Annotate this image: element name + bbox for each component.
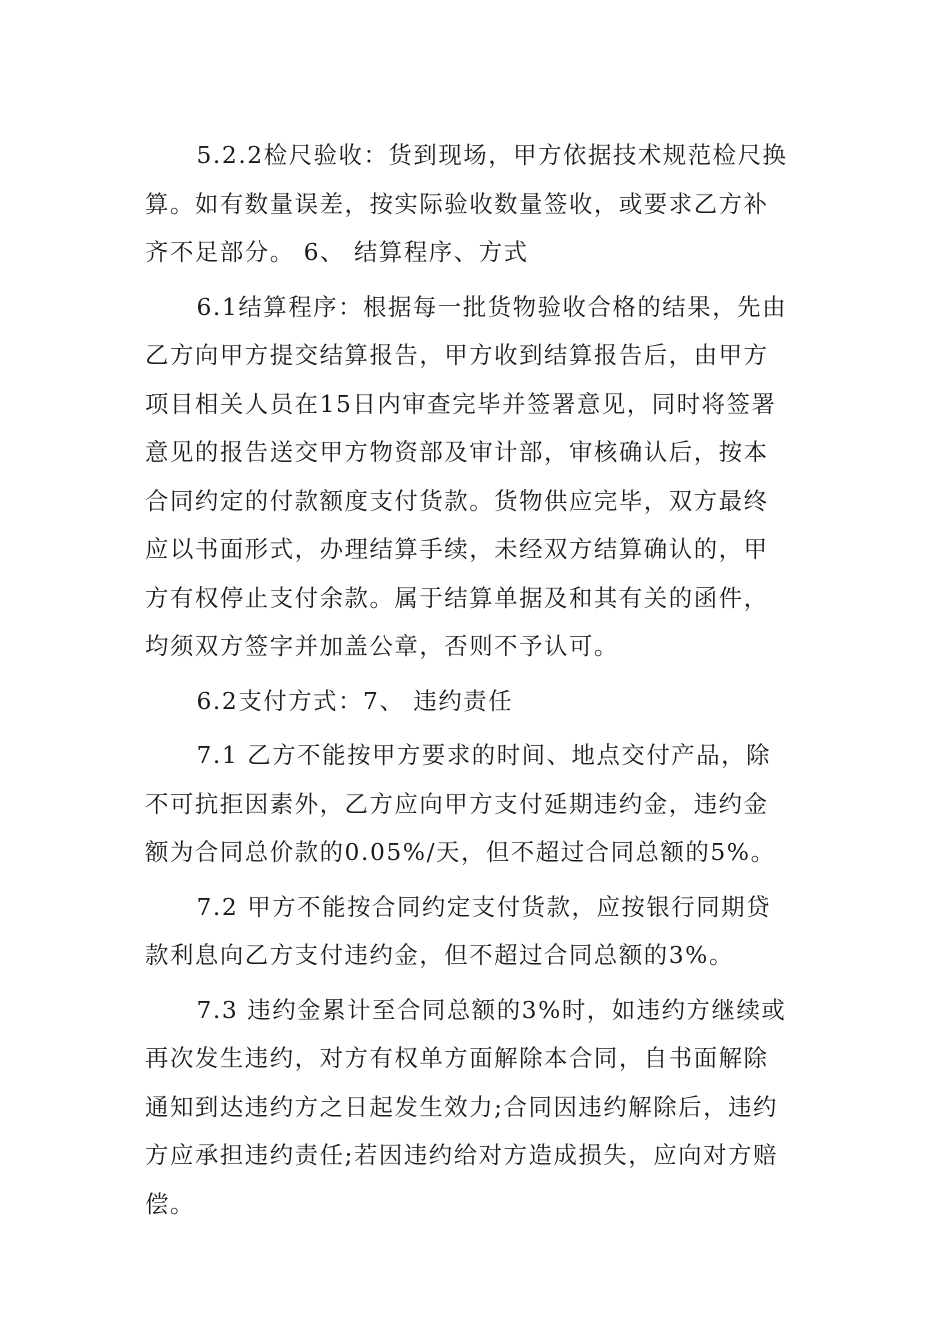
text-line: 款利息向乙方支付违约金，但不超过合同总额的3%。 bbox=[145, 941, 734, 969]
paragraph-6-1 bbox=[145, 283, 809, 671]
text-line: 7.2 甲方不能按合同约定支付货款，应按银行同期贷 bbox=[196, 892, 772, 921]
text-line: 方有权停止支付余款。属于结算单据及和其有关的函件， bbox=[145, 583, 769, 612]
text-line: 均须双方签字并加盖公章，否则不予认可。 bbox=[145, 632, 619, 660]
paragraph-7-1 bbox=[145, 731, 809, 877]
text-line: 合同约定的付款额度支付货款。货物供应完毕，双方最终 bbox=[145, 486, 769, 515]
text-line: 项目相关人员在15日内审查完毕并签署意见，同时将签署 bbox=[145, 389, 777, 418]
text-line: 额为合同总价款的0.05%/天，但不超过合同总额的5%。 bbox=[145, 838, 776, 866]
text-line: 偿。 bbox=[145, 1189, 195, 1218]
text-line: 齐不足部分。 6、 结算程序、方式 bbox=[145, 238, 529, 266]
paragraph-7-2 bbox=[145, 883, 809, 980]
paragraph-7-3 bbox=[145, 986, 809, 1229]
text-line: 通知到达违约方之日起发生效力;合同因违约解除后，违约 bbox=[145, 1092, 778, 1121]
text-line: 应以书面形式，办理结算手续，未经双方结算确认的，甲 bbox=[145, 535, 769, 563]
text-line: 方应承担违约责任;若因违约给对方造成损失，应向对方赔 bbox=[145, 1141, 778, 1169]
text-line: 6.1结算程序：根据每一批货物验收合格的结果，先由 bbox=[196, 292, 788, 321]
document-body bbox=[145, 131, 809, 1228]
text-line: 乙方向甲方提交结算报告，甲方收到结算报告后，由甲方 bbox=[145, 341, 769, 369]
text-line: 5.2.2检尺验收：货到现场，甲方依据技术规范检尺换 bbox=[196, 141, 788, 169]
text-line: 意见的报告送交甲方物资部及审计部，审核确认后，按本 bbox=[145, 438, 769, 466]
text-line: 6.2支付方式：7、 违约责任 bbox=[196, 686, 514, 715]
text-line: 算。如有数量误差，按实际验收数量签收，或要求乙方补 bbox=[145, 189, 769, 218]
text-line: 再次发生违约，对方有权单方面解除本合同，自书面解除 bbox=[145, 1044, 769, 1072]
paragraph-5-2-2 bbox=[145, 131, 809, 277]
text-line: 不可抗拒因素外，乙方应向甲方支付延期违约金，违约金 bbox=[145, 789, 769, 818]
text-line: 7.1 乙方不能按甲方要求的时间、地点交付产品，除 bbox=[196, 741, 772, 769]
paragraph-6-2 bbox=[145, 677, 809, 726]
text-line: 7.3 违约金累计至合同总额的3%时，如违约方继续或 bbox=[196, 995, 787, 1024]
